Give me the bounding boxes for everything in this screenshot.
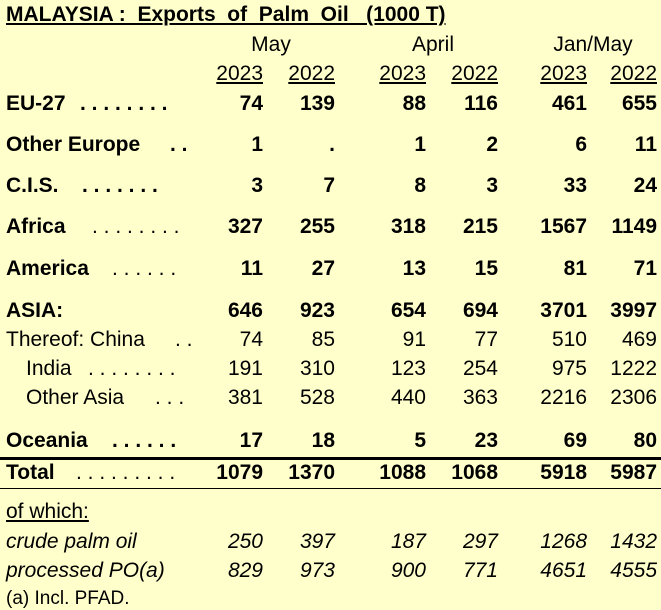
year-header: 2022 (451, 62, 498, 85)
table-cell: 81 (563, 257, 587, 280)
row-label: Total (6, 461, 55, 484)
leader-dots: . . (170, 133, 188, 156)
table-cell: 923 (299, 299, 335, 322)
leader-dots: . . . (155, 386, 185, 409)
table-row (0, 559, 661, 585)
row-label: Oceania (6, 429, 88, 452)
table-cell: 254 (462, 357, 498, 380)
column-group-may: May (251, 33, 291, 56)
table-row (0, 328, 661, 354)
table-cell: 13 (402, 257, 426, 280)
table-cell: 655 (621, 92, 657, 115)
row-label: America (6, 257, 89, 280)
table-cell: 5987 (610, 461, 657, 484)
table-row (0, 530, 661, 556)
table-cell: 1079 (216, 461, 263, 484)
table-cell: 4555 (610, 559, 657, 582)
table-cell: 397 (299, 530, 335, 553)
table-cell: 469 (621, 328, 657, 351)
table-cell: 116 (464, 92, 498, 115)
table-cell: 74 (239, 92, 263, 115)
table-cell: 975 (551, 357, 587, 380)
table-cell: 24 (633, 174, 657, 197)
table-cell: 327 (227, 215, 263, 238)
table-cell: 27 (311, 257, 335, 280)
table-cell: 646 (227, 299, 263, 322)
table-cell: 3 (486, 174, 498, 197)
table-cell: 18 (311, 429, 335, 452)
table-cell: 1432 (610, 530, 657, 553)
table-cell: 1567 (540, 215, 587, 238)
table-cell: 88 (402, 92, 426, 115)
table-cell: 771 (462, 559, 498, 582)
leader-dots: . . . . . . . . . (76, 461, 176, 484)
table-cell: 255 (299, 215, 335, 238)
table-row (0, 299, 661, 325)
row-label: crude palm oil (6, 530, 137, 553)
column-group-jan-may: Jan/May (553, 33, 633, 56)
table-cell: 6 (575, 133, 587, 156)
table-cell: 694 (462, 299, 498, 322)
row-label: EU-27 (6, 92, 66, 115)
table-cell: 1222 (610, 357, 657, 380)
year-header: 2023 (216, 62, 263, 85)
table-row (0, 257, 661, 283)
row-label: processed PO(a) (6, 559, 165, 582)
table-row-total (0, 461, 661, 487)
of-which-label: of which: (6, 500, 89, 523)
table-cell: 654 (390, 299, 426, 322)
table-cell: 1 (414, 133, 426, 156)
table-cell: 71 (633, 257, 657, 280)
table-cell: 69 (563, 429, 587, 452)
table-cell: 191 (227, 357, 263, 380)
table-cell: 123 (390, 357, 426, 380)
table-cell: 528 (299, 386, 335, 409)
table-cell: 85 (311, 328, 335, 351)
table-cell: 15 (474, 257, 498, 280)
leader-dots: . . . . . . . (82, 174, 158, 197)
table-cell: 80 (633, 429, 657, 452)
table-cell: 77 (474, 328, 498, 351)
table-cell: 1088 (379, 461, 426, 484)
table-cell: 5918 (540, 461, 587, 484)
table-cell: 23 (474, 429, 498, 452)
table-cell: 440 (390, 386, 426, 409)
table-cell: 3997 (610, 299, 657, 322)
table-row (0, 174, 661, 200)
year-header: 2023 (379, 62, 426, 85)
table-cell: 461 (551, 92, 587, 115)
table-cell: 2216 (540, 386, 587, 409)
leader-dots: . . . . . . . . (92, 215, 180, 238)
table-row (0, 429, 661, 455)
row-label: Other Europe (6, 133, 141, 156)
row-label: India (26, 357, 72, 380)
table-cell: 17 (239, 429, 263, 452)
page-title: MALAYSIA : Exports of Palm Oil (1000 T) (6, 3, 446, 26)
table-cell: 829 (227, 559, 263, 582)
column-group-april: April (411, 33, 454, 56)
year-header: 2022 (610, 62, 657, 85)
row-label: Africa (6, 215, 66, 238)
table-row (0, 215, 661, 241)
table-cell: 3701 (540, 299, 587, 322)
table-cell: 33 (563, 174, 587, 197)
table-cell: 74 (239, 328, 263, 351)
table-cell: 91 (402, 328, 426, 351)
table-cell: 8 (414, 174, 426, 197)
table-cell: 139 (299, 92, 335, 115)
table-cell: 11 (634, 133, 657, 156)
year-header: 2023 (540, 62, 587, 85)
table-cell: 900 (390, 559, 426, 582)
table-cell: 1068 (451, 461, 498, 484)
year-header: 2022 (288, 62, 335, 85)
table-cell: 5 (414, 429, 426, 452)
table-cell: 318 (390, 215, 426, 238)
table-cell: 1268 (540, 530, 587, 553)
divider (0, 488, 661, 489)
row-label: C.I.S. (6, 174, 59, 197)
table-cell: 250 (227, 530, 263, 553)
table-cell: 310 (299, 357, 335, 380)
table-cell: 2 (486, 133, 498, 156)
leader-dots: . . . . . . . . (80, 92, 168, 115)
leader-dots: . . . . . . (112, 257, 177, 280)
table-cell: 187 (390, 530, 426, 553)
table-cell: 1149 (611, 215, 657, 238)
table-cell: 510 (551, 328, 587, 351)
table-row (0, 133, 661, 159)
table-row (0, 357, 661, 383)
leader-dots: . . (175, 328, 193, 351)
table-cell: 381 (227, 386, 263, 409)
divider (0, 457, 661, 460)
table-cell: 11 (240, 257, 263, 280)
table-cell: 7 (323, 174, 335, 197)
table-cell: 973 (299, 559, 335, 582)
table-cell: 1370 (288, 461, 335, 484)
row-label: ASIA: (6, 299, 64, 322)
footnote: (a) Incl. PFAD. (6, 588, 130, 609)
table-row (0, 386, 661, 412)
table-cell: 3 (251, 174, 263, 197)
leader-dots: . . . . . . (112, 429, 177, 452)
table-cell: 2306 (610, 386, 657, 409)
table-cell: 297 (462, 530, 498, 553)
table-cell: 1 (251, 133, 263, 156)
table-cell: . (329, 133, 335, 156)
leader-dots: . . . . . . . . (88, 357, 176, 380)
table-cell: 215 (462, 215, 498, 238)
row-label: Thereof: China (6, 328, 145, 351)
table-cell: 363 (462, 386, 498, 409)
table-cell: 4651 (540, 559, 587, 582)
row-label: Other Asia (26, 386, 125, 409)
table-row (0, 92, 661, 118)
